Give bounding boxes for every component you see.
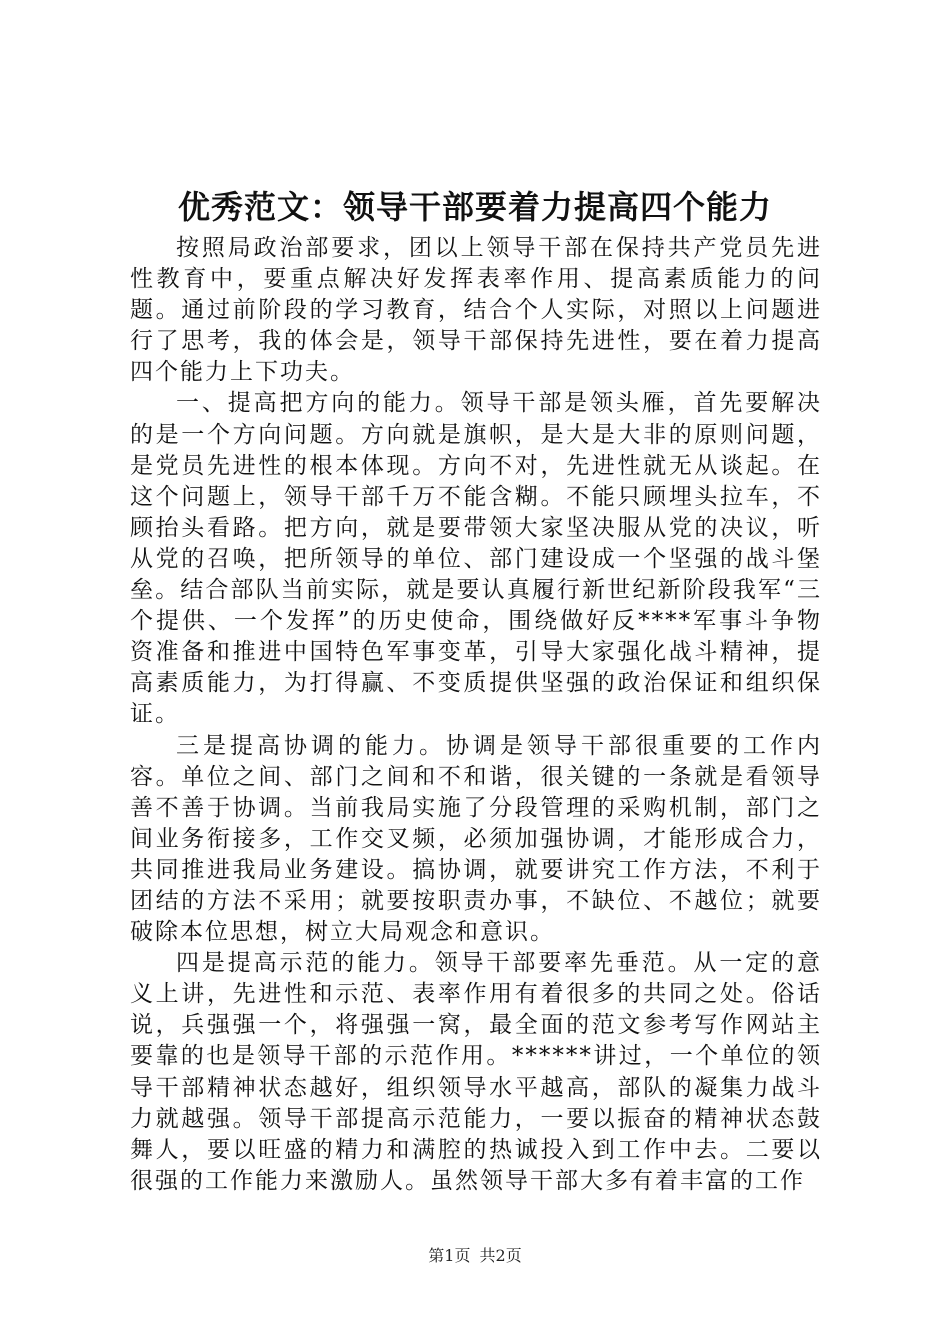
paragraph-direction: 一、提高把方向的能力。领导干部是领头雁，首先要解决的是一个方向问题。方向就是旗帜，是大是大非的原则问题，是党员先进性的根本体现。方向不对，先进性就无从谈起。在这个问题上，领导干部千万不能含糊。不能只顾埋头拉车，不顾抬头看路。把方向，就是要带领大家坚决服从党的决议，听从党的召唤，把所领导的单位、部门建设成一个坚强的战斗堡垒。结合部队当前实际，就是要认真履行新世纪新阶段我军“三个提供、一个发挥”的历史使命，围绕做好反****军事斗争物资准备和推进中国特色军事变革，引导大家强化战斗精神，提高素质能力，为打得赢、不变质提供坚强的政治保证和组织保证。 [130, 390, 822, 728]
page-total: 共2页 [479, 1246, 522, 1265]
paragraph-intro: 按照局政治部要求，团以上领导干部在保持共产党员先进性教育中，要重点解决好发挥表率作用、提高素质能力的问题。通过前阶段的学习教育，结合个人实际，对照以上问题进行了思考，我的体会是，领导干部保持先进性，要在着力提高四个能力上下功夫。 [130, 235, 822, 386]
page-number: 第1页 [428, 1246, 471, 1265]
document-body [130, 233, 822, 1197]
paragraph-demonstration: 四是提高示范的能力。领导干部要率先垂范。从一定的意义上讲，先进性和示范、表率作用有着很多的共同之处。俗话说，兵强强一个，将强强一窝，最全面的范文参考写作网站主要靠的也是领导干部的示范作用。******讲过，一个单位的领导干部精神状态越好，组织领导水平越高，部队的凝集力战斗力就越强。领导干部提高示范能力，一要以振奋的精神状态鼓舞人，要以旺盛的精力和满腔的热诚投入到工作中去。二要以很强的工作能力来激励人。虽然领导干部大多有着丰富的工作 [130, 950, 822, 1194]
paragraph-coordination: 三是提高协调的能力。协调是领导干部很重要的工作内容。单位之间、部门之间和不和谐，很关键的一条就是看领导善不善于协调。当前我局实施了分段管理的采购机制，部门之间业务衔接多，工作交叉频，必须加强协调，才能形成合力，共同推进我局业务建设。搞协调，就要讲究工作方法，不利于团结的方法不采用；就要按职责办事，不缺位、不越位；就要破除本位思想，树立大局观念和意识。 [130, 732, 822, 946]
page-footer [0, 1244, 950, 1268]
document-title: 优秀范文：领导干部要着力提高四个能力 [177, 188, 772, 226]
